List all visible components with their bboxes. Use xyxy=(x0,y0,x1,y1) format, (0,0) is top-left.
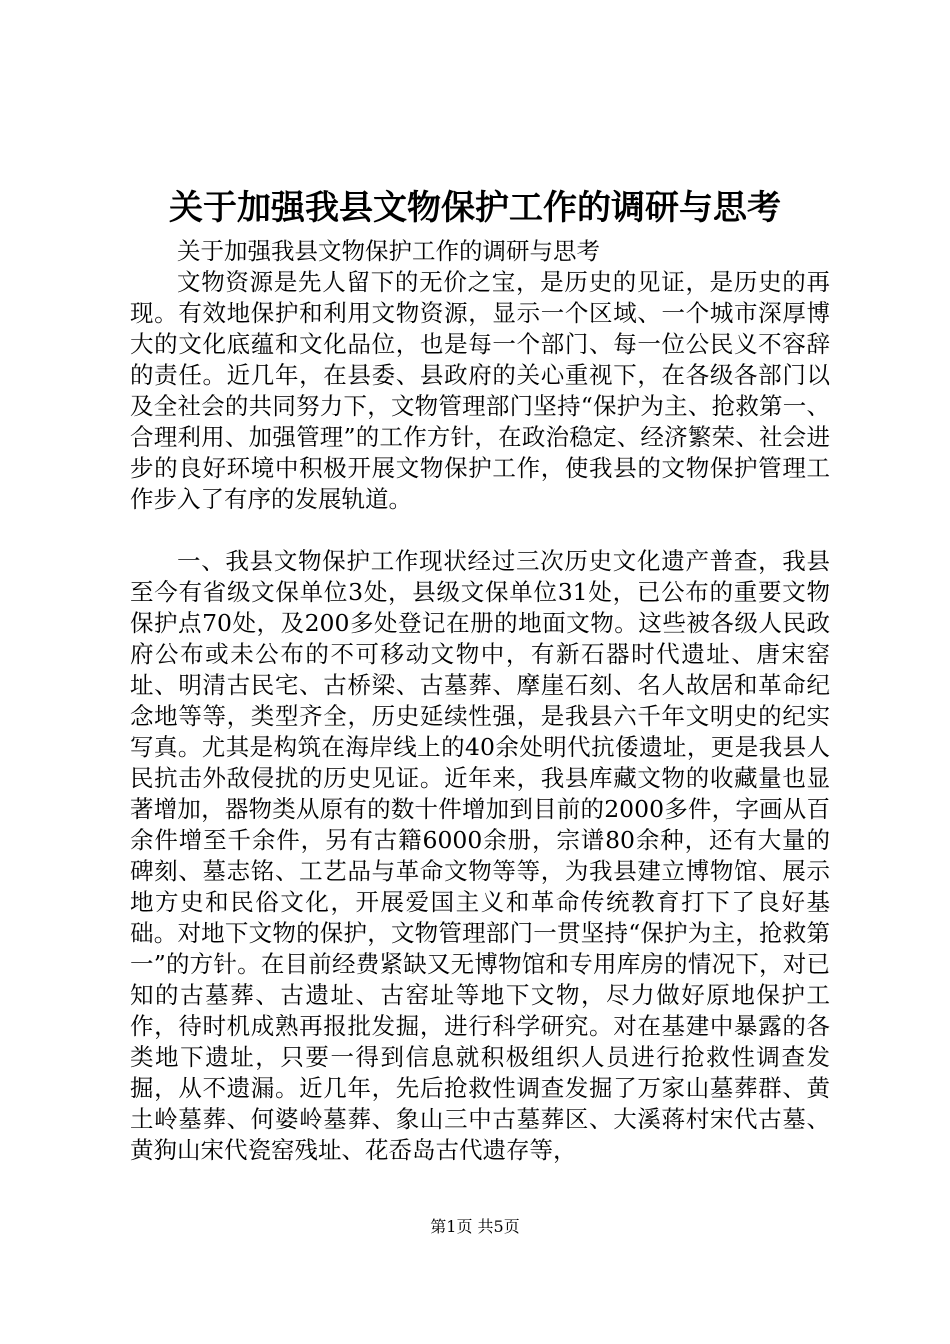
paragraph-gap xyxy=(130,515,830,546)
page-footer: 第1页 共5页 xyxy=(430,1217,520,1236)
paragraph-intro: 文物资源是先人留下的无价之宝，是历史的见证，是历史的再现。有效地保护和利用文物资源，显示一个区域、一个城市深厚博大的文化底蕴和文化品位，也是每一个部门、每一位公民义不容辞的责任。近几年，在县委、县政府的关心重视下，在各级各部门以及全社会的共同努力下，文物管理部门坚持“保护为主、抢救第一、合理利用、加强管理”的工作方针，在政治稳定、经济繁荣、社会进步的良好环境中积极开展文物保护工作，使我县的文物保护管理工作步入了有序的发展轨道。 xyxy=(130,268,830,513)
paragraph-section-one: 一、我县文物保护工作现状经过三次历史文化遗产普查，我县至今有省级文保单位3处，县级文保单位31处，已公布的重要文物保护点70处，及200多处登记在册的地面文物。这些被各级人民政府公布或未公布的不可移动文物中，有新石器时代遗址、唐宋窑址、明清古民宅、古桥梁、古墓葬、摩崖石刻、名人故居和革命纪念地等等，类型齐全，历史延续性强，是我县六千年文明史的纪实写真。尤其是构筑在海岸线上的40余处明代抗倭遗址，更是我县人民抗击外敌侵扰的历史见证。近年来，我县库藏文物的收藏量也显著增加，器物类从原有的数十件增加到目前的2000多件，字画从百余件增至千余件，另有古籍6000余册，宗谱80余种，还有大量的碑刻、墓志铭、工艺品与革命文物等等，为我县建立博物馆、展示地方史和民俗文化，开展爱国主义和革命传统教育打下了良好基础。对地下文物的保护，文物管理部门一贯坚持“保护为主，抢救第一”的方针。在目前经费紧缺又无博物馆和专用库房的情况下，对已知的古墓葬、古遗址、古窑址等地下文物，尽力做好原地保护工作，待时机成熟再报批发掘，进行科学研究。对在基建中暴露的各类地下遗址，只要一得到信息就积极组织人员进行抢救性调查发掘，从不遗漏。近几年，先后抢救性调查发掘了万家山墓葬群、黄土岭墓葬、何婆岭墓葬、象山三中古墓葬区、大溪蒋村宋代古墓、黄狗山宋代瓷窑残址、花岙岛古代遗存等， xyxy=(130,547,830,1164)
document-subtitle: 关于加强我县文物保护工作的调研与思考 xyxy=(177,237,600,265)
document-body xyxy=(130,236,830,1166)
document-title: 关于加强我县文物保护工作的调研与思考 xyxy=(169,188,781,228)
